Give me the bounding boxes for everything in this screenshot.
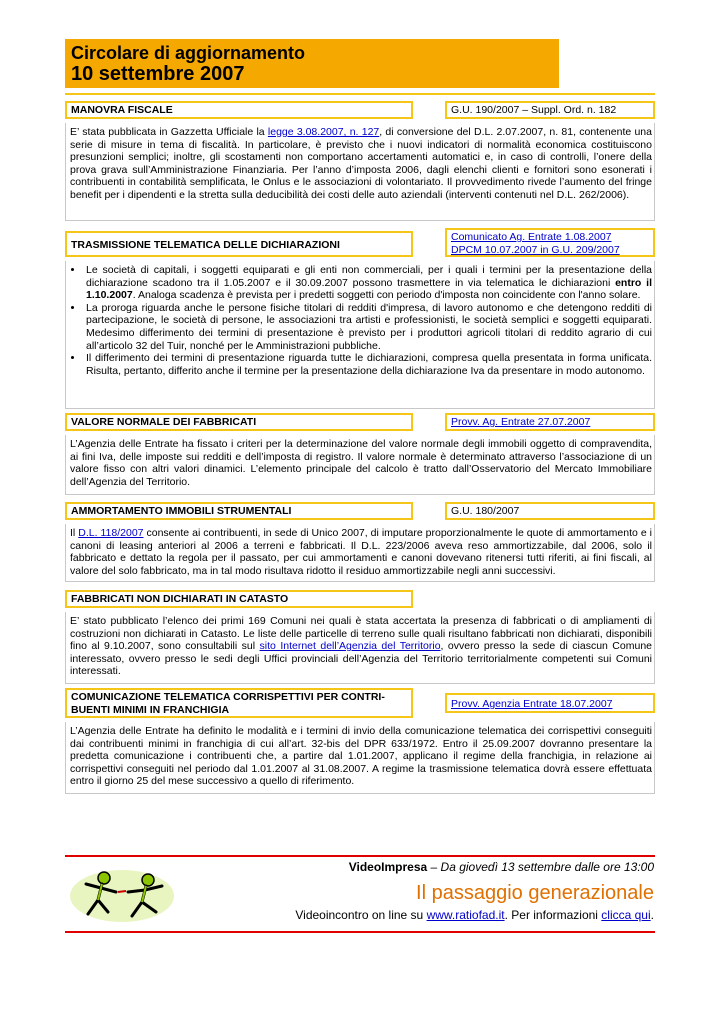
dl-link[interactable]: D.L. 118/2007 [78,527,144,539]
list-item: • Il differimento dei termini di presentazione riguarda tutte le dichiarazioni, compresa quella presentata in forma unificata. Risulta, pertanto, differito anche il termine per la presentazione della dichiarazione Iva da presentare in modo autonomo. [84,352,652,377]
body-text: . Analoga scadenza è prevista per i predetti soggetti con periodo d'imposta non coincidente con l'anno solare. [132,289,641,302]
title-box [65,39,559,88]
title-line1: Circolare di aggiornamento [71,43,306,63]
videoimpresa-date: Da giovedì 13 settembre dalle ore 13:00 [440,860,654,874]
online-line [295,908,654,922]
text: . [650,908,654,922]
body-text: , ovvero presso la sede di ciascun Comune interessato, ovvero presso le sedi degli Uffici provinciali dell’Agenzia del Territorio territorialmente competenti sui Comuni interessati. [70,640,652,678]
section-body [65,435,655,495]
legge-link[interactable]: legge 3.08.2007, n. 127 [267,126,380,138]
provv-agenzia-link[interactable]: Provv. Agenzia Entrate 18.07.2007 [451,698,613,710]
title-line: BUENTI MINIMI IN FRANCHIGIA [71,704,230,716]
section-title: AMMORTAMENTO IMMOBILI STRUMENTALI [65,502,413,520]
title-line2: 10 settembre 2007 [71,63,245,85]
section-body [65,123,655,221]
body-text: , di conversione del D.L. 2.07.2007, n. 81, contenente una serie di misure in tema di fiscalità. In particolare, è previsto che i nuovi indicatori di normalità economica costituiscono presunzioni semplici; inoltre, gli scostamenti non comportano accertamenti automatici e, in caso di controlli, l’onere della prova grava sull’Amministrazione Finanziaria. Per l’anno d’imposta 2006, dagli elenchi clienti e fornitori sono esonerati i contribuenti in contabilità semplificata, le Onlus e le associazioni di volontariato. Il provvedimento rivede l’aumento del fringe benefit per i dipendenti e la stretta sulla deducibilità dei costi delle auto aziendali (interventi contenuti nel D.L. 262/2006). [70,126,652,201]
section-ref [445,693,655,713]
text: . Per informazioni [504,908,602,922]
agenzia-territorio-link[interactable]: sito Internet dell’Agenzia del Territorio [259,640,441,653]
dpcm-link[interactable]: DPCM 10.07.2007 in G.U. 209/2007 [451,244,620,256]
section-ref: G.U. 190/2007 – Suppl. Ord. n. 182 [445,101,655,119]
footer-rule-top [65,855,655,857]
headline: Il passaggio generazionale [416,882,654,904]
section-title: TRASMISSIONE TELEMATICA DELLE DICHIARAZIONI [65,231,413,257]
running-figures-logo [68,866,176,926]
provv-link[interactable]: Provv. Ag. Entrate 27.07.2007 [451,416,591,428]
section-title [65,688,413,718]
section-title: MANOVRA FISCALE [65,101,413,119]
body-text: E’ stata pubblicata in Gazzetta Ufficiale la [70,126,268,138]
section-body [65,612,655,684]
ratiofad-link[interactable]: www.ratiofad.it [426,908,505,922]
text: Videoincontro on line su [295,908,427,922]
title-rule [65,93,655,95]
section-body [65,722,655,794]
section-title: VALORE NORMALE DEI FABBRICATI [65,413,413,431]
body-text: L’Agenzia delle Entrate ha fissato i criteri per la determinazione del valore normale degli immobili oggetto di compravendita, ai fini Iva, delle imposte sui redditi e dell’imposta di registro. Il valore normale è determinato attraverso l’associazione di un valore fisso con altri valori dinamici. L’elemento principale del calcolo è tratto dall’Osservatorio del Mercato Immobiliare dell’Agenzia del Territorio. [70,438,652,488]
section-ref [445,413,655,431]
body-text: consente ai contribuenti, in sede di Unico 2007, di imputare proporzionalmente le quote di ammortamento e i canoni di leasing anteriori al 2006 a terreni e fabbricati. Il D.L. 223/2006 aveva reso ammortizzabile, dal 2006, solo il fabbricato e dettato la regola per il passato, per cui ammortamenti e canoni dovevano ritenersi tutti riferiti, ai fini fiscali, al valore del solo fabbricato, ma in tal modo risultava ridotto il residuo ammortizzabile negli anni successivi. [70,527,652,577]
body-text: L’Agenzia delle Entrate ha definito le modalità e i termini di invio della comunicazione telematica dei corrispettivi conseguiti dai contribuenti minimi in franchigia di cui all’art. 32-bis del DPR 633/1972. Entro il 25.09.2007 dovranno presentare la predetta comunicazione i contribuenti che, a partire dal 1.01.2007, applicano il regime della franchigia, in relazione ai corrispettivi conseguiti nel periodo dal 1.01.2007 al 31.08.2007. A regime la trasmissione telematica dovrà essere effettuata entro il giorno 25 del mese successivo a quello di riferimento. [70,725,652,788]
section-ref [445,228,655,257]
section-ref: G.U. 180/2007 [445,502,655,520]
footer-rule-bottom [65,931,655,933]
title-line: COMUNICAZIONE TELEMATICA CORRISPETTIVI PER CONTRI- [71,691,385,703]
section-title: FABBRICATI NON DICHIARATI IN CATASTO [65,590,413,608]
comunicato-link[interactable]: Comunicato Ag. Entrate 1.08.2007 [451,231,612,243]
list-item: • La proroga riguarda anche le persone fisiche titolari di redditi d'impresa, di lavoro autonomo e che detengono redditi di partecipazione, le società di persone, le associazioni tra artisti e professionisti, le società semplici e soggetti equiparati. Medesimo differimento dei termini di presentazione è previsto per i produttori agricoli titolari di reddito agrario di cui all’articolo 32 del Tuir, nonché per le Amministrazioni pubbliche. [84,302,652,352]
deadline-bold: entro il 1.10.2007 [86,276,652,302]
clicca-qui-link[interactable]: clicca qui [601,908,651,922]
body-text: Le società di capitali, i soggetti equiparati e gli enti non commerciali, per i quali i termini per la presentazione della dichiarazione scadono tra il 1.05.2007 e il 30.09.2007 possono trasmettere in via telematica le dichiarazioni [86,264,652,289]
list-item [84,264,652,302]
section-body [65,261,655,409]
body-text: Il [70,527,79,539]
section-body [65,524,655,582]
videoimpresa-label: VideoImpresa [348,860,428,874]
body-text: E’ stato pubblicato l’elenco dei primi 169 Comuni nei quali è stata accertata la presenza di fabbricati o di ampliamenti di costruzioni non dichiarati in Catasto. Le liste delle particelle di terreno sulle quali risultano fabbricati non dichiarati, disponibili fino al 9.10.2007, sono consultabili sul [70,615,652,653]
dash: – [427,860,441,874]
videoimpresa-line [349,860,654,874]
